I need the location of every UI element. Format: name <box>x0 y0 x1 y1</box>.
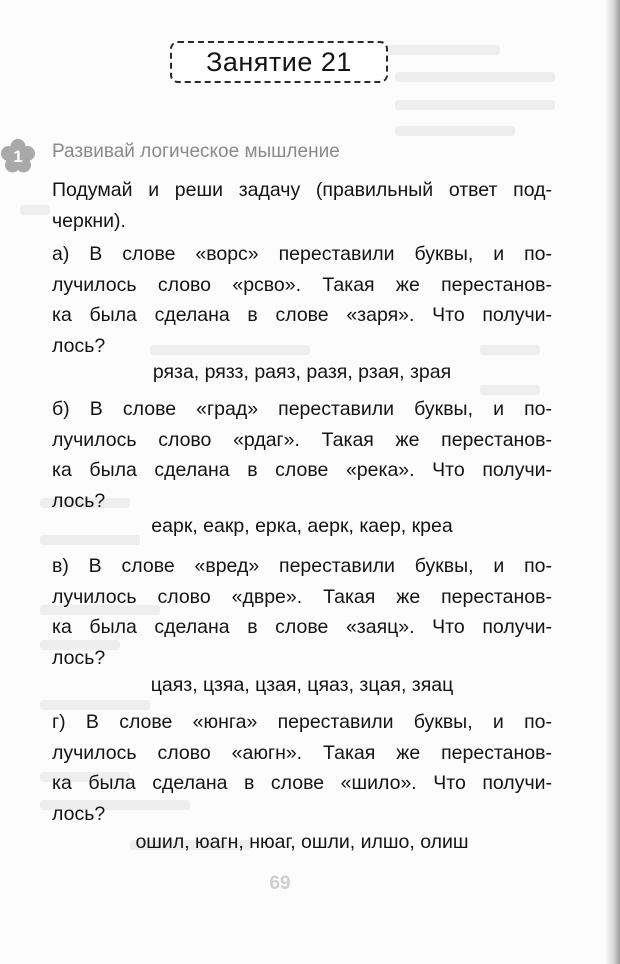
section-number: 1 <box>13 147 23 166</box>
task-line: лось? <box>52 334 106 357</box>
task-line: ка была сделана в слове «заря». Что получи- <box>52 304 552 326</box>
task-line: ка была сделана в слове «шило». Что получи- <box>52 772 552 794</box>
task-line: а) В слове «ворс» переставили буквы, и по- <box>52 243 552 265</box>
task-line: в) В слове «вред» переставили буквы, и по- <box>52 555 552 577</box>
task-d-options: ошил, юагн, нюаг, ошли, илшо, олиш <box>135 831 469 853</box>
task-d <box>52 707 552 829</box>
task-line: лучилось слово «аюгн». Такая же перестанов- <box>52 741 552 764</box>
task-line: лучилось слово «рдаг». Такая же перестанов- <box>52 428 552 451</box>
task-line: лось? <box>52 802 106 825</box>
task-line: ка была сделана в слове «река». Что получи- <box>52 459 552 481</box>
task-line: б) В слове «град» переставили буквы, и по- <box>52 398 552 420</box>
page-number: 69 <box>269 873 291 894</box>
lesson-title: Занятие 21 <box>170 41 388 83</box>
instruction <box>52 175 552 236</box>
instruction-line: Подумай и реши задачу (правильный ответ под- <box>52 179 552 201</box>
task-b-options: еарк, еакр, ерка, аерк, каер, креа <box>151 515 453 537</box>
section-title: Развивай логическое мышление <box>52 141 340 162</box>
task-a-options: ряза, рязз, раяз, разя, рзая, зрая <box>152 361 452 383</box>
task-line: ка была сделана в слове «заяц». Что получи- <box>52 616 552 638</box>
instruction-line: черкни). <box>52 209 126 232</box>
task-a <box>52 239 552 361</box>
task-line: лучилось слово «рсво». Такая же перестанов- <box>52 273 552 296</box>
task-line: г) В слове «юнга» переставили буквы, и по- <box>52 711 552 733</box>
task-c-options: цаяз, цзяа, цзая, цяаз, зцая, зяац <box>150 674 454 696</box>
page-edge-shadow <box>606 0 620 964</box>
task-c <box>52 551 552 673</box>
task-line: лучилось слово «двре». Такая же перестанов- <box>52 585 552 608</box>
task-line: лось? <box>52 646 106 669</box>
task-line: лось? <box>52 489 106 512</box>
task-b <box>52 394 552 516</box>
